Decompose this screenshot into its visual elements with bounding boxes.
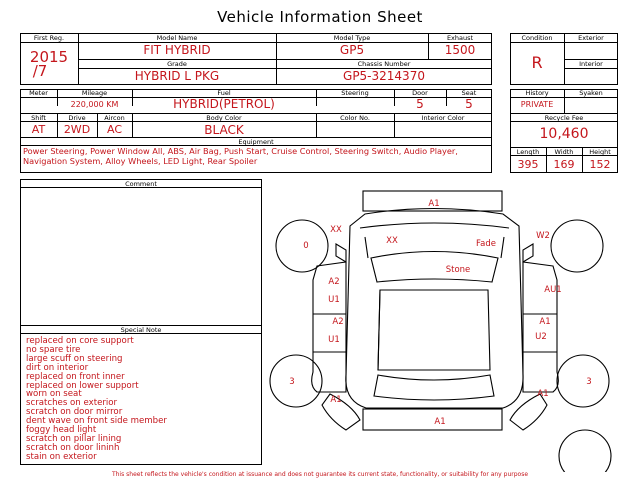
fuel-label: Fuel (217, 89, 231, 97)
damage-mark-right-rear-door-lower: U2 (535, 332, 547, 342)
height-value: 152 (589, 158, 611, 171)
seat-label: Seat (461, 89, 477, 97)
damage-mark-hood-right: Fade (476, 239, 496, 249)
special-note-item: worn on seat (26, 389, 82, 400)
damage-mark-windshield: Stone (445, 265, 471, 275)
damage-mark-rear-bumper: A1 (434, 417, 446, 427)
damage-mark-hood-left: XX (386, 236, 398, 246)
comment-label: Comment (125, 180, 157, 188)
grade-value: HYBRID L PKG (134, 69, 220, 83)
special-note-item: no spare tire (26, 344, 81, 355)
special-note-item: replaced on core support (26, 336, 134, 346)
exterior-label: Exterior (578, 34, 604, 42)
special-note-item: foggy head light (26, 425, 97, 436)
model-type-value: GP5 (339, 43, 365, 57)
damage-mark-right-rear-door-upper: A1 (539, 317, 551, 327)
damage-mark-left-front-door-upper: A2 (328, 277, 340, 287)
damage-mark-front-bumper: A1 (428, 199, 440, 209)
seat-value: 5 (465, 97, 473, 111)
damage-mark-left-fender: XX (330, 225, 342, 235)
body-color-value: BLACK (204, 123, 244, 137)
drive-label: Drive (68, 114, 86, 122)
interior-color-label: Interior Color (421, 114, 465, 122)
chassis-number-label: Chassis Number (357, 60, 411, 68)
special-note-item: replaced on lower support (26, 380, 139, 391)
special-note-item: scratch on door mirror (26, 407, 123, 418)
equipment-label: Equipment (238, 138, 274, 146)
model-name-value: FIT HYBRID (143, 43, 211, 57)
height-label: Height (589, 148, 611, 156)
grade-label: Grade (167, 60, 187, 68)
damage-mark-left-rear-wheel: 3 (289, 377, 295, 387)
width-label: Width (554, 148, 574, 156)
model-type-label: Model Type (333, 34, 371, 42)
meter-label: Meter (29, 89, 48, 97)
equipment-text: Power Steering, Power Window All, ABS, Air Bag, Push Start, Cruise Control, Steering Switch, Audio Player, Navigation System, Alloy Wheels, LED Light, Rear Spoiler (23, 146, 458, 166)
mileage-label: Mileage (81, 89, 108, 97)
car-damage-diagram (266, 182, 626, 472)
special-note-label: Special Note (120, 326, 162, 334)
door-value: 5 (416, 97, 424, 111)
history-label: History (525, 89, 549, 97)
recycle-fee-label: Recycle Fee (544, 114, 584, 122)
mileage-value: 220,000 KM (70, 100, 119, 109)
special-note-item: stain on exterior (26, 451, 97, 462)
recycle-fee-value: 10,460 (539, 126, 589, 142)
damage-mark-left-rear-door-upper: A2 (332, 317, 344, 327)
condition-label: Condition (521, 34, 553, 42)
damage-mark-left-front-wheel: 0 (303, 241, 309, 251)
special-note-item: scratch on pillar lining (26, 433, 122, 444)
special-note-item: scratch on door lininh (26, 442, 120, 453)
shift-value: AT (31, 123, 46, 136)
body-color-label: Body Color (206, 114, 242, 122)
footer-disclaimer: This sheet reflects the vehicle's condition at issuance and does not guarantee its current state, functionality, or suitability for any purpose (111, 471, 529, 478)
aircon-value: AC (106, 123, 122, 136)
door-label: Door (412, 89, 428, 97)
drive-value: 2WD (63, 123, 91, 136)
page-title: Vehicle Information Sheet (217, 8, 423, 26)
condition-value: R (531, 53, 543, 72)
shift-label: Shift (31, 114, 46, 122)
special-note-item: dent wave on front side member (26, 416, 167, 427)
width-value: 169 (553, 158, 575, 171)
special-note-item: scratches on exterior (26, 398, 118, 409)
steering-label: Steering (341, 89, 369, 97)
interior-label: Interior (579, 60, 603, 68)
special-note-item: replaced on front inner (26, 371, 125, 382)
aircon-label: Aircon (104, 114, 125, 122)
damage-mark-right-rear-wheel: 3 (586, 377, 592, 387)
special-notes-list (26, 337, 260, 462)
length-label: Length (516, 148, 540, 156)
model-name-label: Model Name (156, 34, 198, 42)
exhaust-value: 1500 (444, 43, 476, 57)
damage-mark-left-quarter: A1 (330, 395, 342, 405)
damage-mark-right-front-wheel: W2 (536, 231, 550, 241)
syaken-label: Syaken (579, 89, 603, 97)
damage-mark-left-front-door-lower: U1 (328, 295, 340, 305)
first-reg-year: 2015 (29, 48, 69, 66)
first-reg-label: First Reg. (33, 34, 65, 42)
damage-mark-right-front-door: AU1 (544, 285, 562, 295)
fuel-value: HYBRID(PETROL) (173, 97, 275, 111)
special-note-item: dirt on interior (26, 362, 89, 373)
history-value: PRIVATE (520, 100, 554, 109)
first-reg-month: /7 (32, 62, 48, 80)
damage-mark-right-quarter: A1 (537, 389, 549, 399)
special-note-item: large scuff on steering (26, 353, 123, 364)
damage-mark-left-rear-door-lower: U1 (328, 335, 340, 345)
color-no-label: Color No. (340, 114, 370, 122)
chassis-number-value: GP5-3214370 (343, 69, 425, 83)
length-value: 395 (517, 158, 539, 171)
exhaust-label: Exhaust (446, 34, 474, 42)
